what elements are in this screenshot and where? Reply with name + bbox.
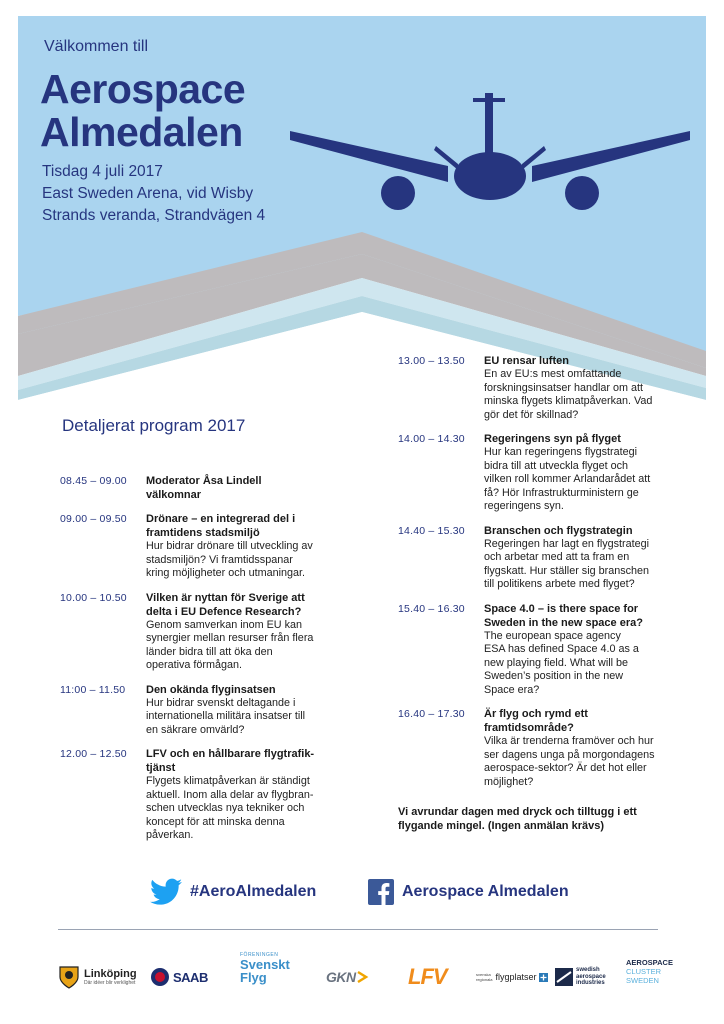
program-item-title: LFV och en hållbarare flygtrafik- tjänst <box>146 748 315 774</box>
program-item-title: Den okända flyginsatsen <box>146 683 276 696</box>
program-item <box>398 524 688 592</box>
program-right-column <box>398 354 688 799</box>
program-item-description: The european space agency ESA has defined Space 4.0 as a new playing field. What will be Sweden’s position in the new Space era? <box>484 629 639 696</box>
welcome-text: Välkommen till <box>44 38 149 55</box>
facebook-icon <box>368 879 394 905</box>
saab-emblem-icon <box>150 967 170 987</box>
program-left-column <box>60 474 350 853</box>
program-title: Detaljerat program 2017 <box>62 416 246 435</box>
program-item-title: Space 4.0 – is there space for Sweden in the new space era? <box>484 602 643 629</box>
twitter-handle[interactable] <box>150 876 316 908</box>
program-item-description: Hur bidrar drönare till utveckling av stadsmiljön? Vi framtidsspanar kring möjligheter och utmaningar. <box>146 540 313 579</box>
program-item <box>398 432 688 514</box>
program-item <box>60 591 350 673</box>
program-item-description: Flygets klimatpåverkan är ständigt aktuell. Inom alla delar av flygbran- schen utvecklas nya tekniker och koncept för att minska denna påverkan. <box>146 775 314 841</box>
program-item <box>398 354 688 422</box>
program-item-description: Hur bidrar svenskt deltagande i internationella militära insatser till en säkrare omvärld? <box>146 696 306 736</box>
program-item-title: Drönare – en integrerad del i framtidens stadsmiljö <box>146 513 296 539</box>
twitter-hashtag: #AeroAlmedalen <box>190 883 317 900</box>
lfv-logo: LFV <box>408 964 447 989</box>
program-item-title: EU rensar luften <box>484 355 569 367</box>
footer-divider <box>58 929 658 930</box>
event-date: Tisdag 4 juli 2017 <box>42 163 163 180</box>
saab-logo: SAAB <box>150 958 208 996</box>
program-item <box>398 602 688 698</box>
swedish-aerospace-industries-logo: swedish aerospace industries <box>555 958 606 996</box>
program-item <box>60 512 350 581</box>
program-item-description: Genom samverkan inom EU kan synergier mellan resurser från flera länder bidra till att öka den operativa förmågan. <box>146 618 314 671</box>
facebook-page[interactable] <box>368 876 569 908</box>
program-item-time: 13.00 – 13.50 <box>398 355 465 367</box>
program-item-title: Vilken är nyttan för Sverige att delta i EU Defence Research? <box>146 591 305 618</box>
lion-crest-icon <box>58 965 80 989</box>
program-item <box>60 747 350 843</box>
program-item-time: 12.00 – 12.50 <box>60 748 127 760</box>
event-venue-line1: East Sweden Arena, vid Wisby <box>42 185 254 202</box>
closing-note: Vi avrundar dagen med dryck och tilltugg i ett flygande mingel. (Ingen anmälan krävs) <box>398 806 637 832</box>
program-item-title: Är flyg och rymd ett framtidsområde? <box>484 708 588 734</box>
sai-emblem-icon <box>555 968 573 986</box>
program-item-description: En av EU:s mest omfattande forskningsinsatser handlar om att minska flygets klimatpåverkan. Vad gör det för skillnad? <box>484 368 653 421</box>
program-item-time: 14.00 – 14.30 <box>398 433 465 445</box>
flygplatser-logo: svenska regionala flygplatser <box>476 958 548 996</box>
program-item <box>398 707 688 789</box>
program-item-time: 14.40 – 15.30 <box>398 524 465 537</box>
program-item-time: 10.00 – 10.50 <box>60 591 127 604</box>
linkoping-logo: Linköping Där idéer blir verklighet <box>58 958 137 996</box>
program-item-time: 15.40 – 16.30 <box>398 602 465 615</box>
program-item-time: 08.45 – 09.00 <box>60 475 127 487</box>
program-item-description: Hur kan regeringens flygstrategi bidra till att utveckla flyget och vilken roll kommer Arlandarådet att få? Hör Infrastrukturministern ge regeringens syn. <box>484 446 651 512</box>
chevron-right-icon <box>356 970 370 984</box>
poster <box>18 16 706 1006</box>
program-item <box>60 683 350 738</box>
plus-icon <box>539 973 548 982</box>
event-venue-line2: Strands veranda, Strandvägen 4 <box>42 207 266 224</box>
gkn-logo: GKN <box>326 958 370 996</box>
program-item-title: Moderator Åsa Lindell välkomnar <box>146 475 262 501</box>
program-item-title: Branschen och flygstrategin <box>484 524 633 537</box>
program-item-description: Regeringen har lagt en flygstrategi och arbetar med att ta fram en flygskatt. Hur ställer sig branschen till politikens arbete med flyget? <box>484 537 650 590</box>
program-item-title: Regeringens syn på flyget <box>484 433 621 445</box>
aerospace-cluster-sweden-logo: AEROSPACE CLUSTER SWEDEN <box>626 958 673 985</box>
program-item-description: Vilka är trenderna framöver och hur ser dagens unga på morgondagens aerospace-sektor? Är det hot eller möjlighet? <box>484 735 655 788</box>
svenskt-flyg-logo: FÖRENINGEN Svenskt Flyg <box>240 952 290 985</box>
page-title: Aerospace Almedalen <box>40 66 246 155</box>
sponsor-logos <box>58 952 678 998</box>
program-item-time: 09.00 – 09.50 <box>60 513 127 525</box>
event-info <box>42 161 265 227</box>
program-item-time: 16.40 – 17.30 <box>398 708 465 720</box>
facebook-page-name: Aerospace Almedalen <box>402 883 569 900</box>
program-item-time: 11:00 – 11.50 <box>60 683 126 696</box>
twitter-icon <box>150 878 182 906</box>
program-item <box>60 474 350 502</box>
